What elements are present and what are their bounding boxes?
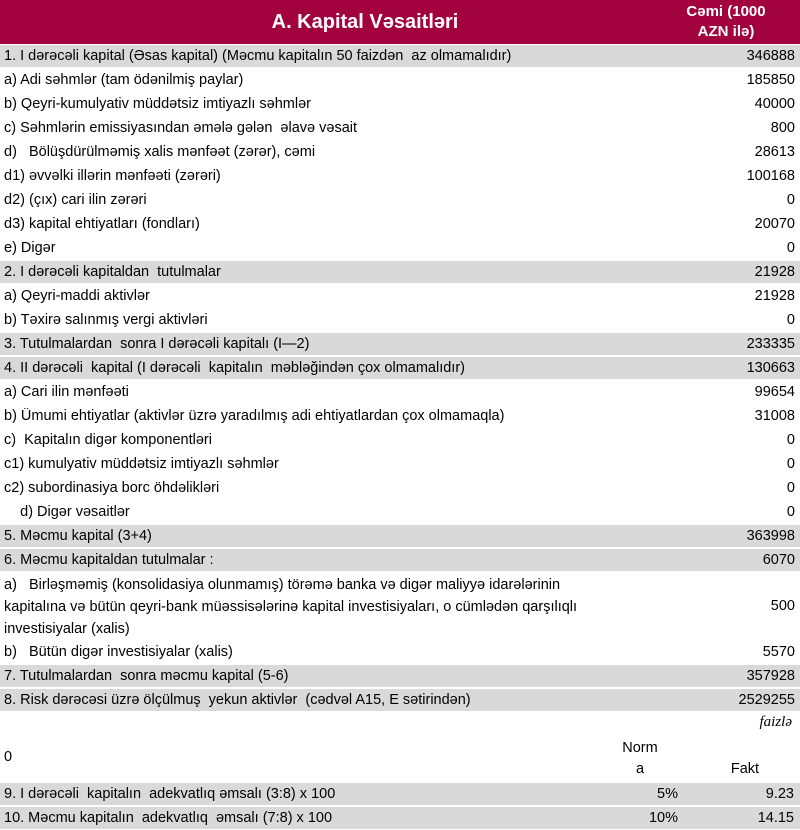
row-label: c1) kumulyativ müddətsiz imtiyazlı səhmlər	[4, 456, 279, 472]
amount-column-header-line1: Cəmi (1000	[686, 3, 766, 20]
norma-value: 10%	[648, 810, 678, 826]
table-row	[0, 476, 800, 500]
table-row	[0, 140, 800, 164]
row-label: 7. Tutulmalardan sonra məcmu kapital (5-6)	[4, 668, 289, 684]
percent-table-row	[0, 782, 800, 806]
table-row	[0, 664, 800, 688]
row-label: b) Bütün digər investisiyalar (xalis)	[4, 644, 233, 660]
table-row	[0, 688, 800, 712]
table-row	[0, 332, 800, 356]
row-label: a) Qeyri-maddi aktivlər	[4, 288, 150, 304]
row-label: b) Ümumi ehtiyatlar (aktivlər üzrə yaradılmış adi ehtiyatlardan çox olmamaqla)	[4, 408, 505, 424]
row-value: 0	[786, 240, 795, 256]
row-value: 0	[786, 456, 795, 472]
row-label: e) Digər	[4, 240, 56, 256]
fakt-value: 9.23	[765, 786, 794, 802]
row-value: 346888	[746, 48, 795, 64]
row-value: 0	[786, 432, 795, 448]
row-value: 233335	[746, 336, 795, 352]
row-value: 357928	[746, 668, 795, 684]
table-row	[0, 356, 800, 380]
row-value: 6070	[762, 552, 795, 568]
row-label: c2) subordinasiya borc öhdəlikləri	[4, 480, 220, 496]
norma-header-line1: Norm	[622, 740, 658, 756]
row-label: d) Digər vəsaitlər	[4, 504, 130, 520]
table-row	[0, 548, 800, 572]
row-label: d3) kapital ehtiyatları (fondları)	[4, 216, 200, 232]
table-row	[0, 380, 800, 404]
table-row	[0, 116, 800, 140]
amount-column-header-line2: AZN ilə)	[697, 23, 755, 40]
table-row	[0, 92, 800, 116]
norma-column-header	[590, 732, 690, 782]
fakt-value: 14.15	[757, 810, 794, 826]
row-label: 6. Məcmu kapitaldan tutulmalar :	[4, 552, 214, 568]
row-value: 800	[770, 120, 795, 136]
row-label: 5. Məcmu kapital (3+4)	[4, 528, 152, 544]
table-row	[0, 44, 800, 68]
row-value: 40000	[754, 96, 795, 112]
table-row	[0, 428, 800, 452]
row-value: 99654	[754, 384, 795, 400]
row-label: d) Bölüşdürülməmiş xalis mənfəət (zərər), cəmi	[4, 144, 316, 160]
table-row	[0, 404, 800, 428]
row-label: b) Təxirə salınmış vergi aktivləri	[4, 312, 208, 328]
row-value: 363998	[746, 528, 795, 544]
row-value: 2529255	[738, 692, 795, 708]
table-row	[0, 212, 800, 236]
table-row	[0, 68, 800, 92]
row-value: 21928	[754, 288, 795, 304]
table-body	[0, 44, 800, 712]
table-row	[0, 236, 800, 260]
row-label: a) Cari ilin mənfəəti	[4, 384, 129, 400]
table-row	[0, 188, 800, 212]
row-value: 500	[770, 598, 795, 614]
row-label: d2) (çıx) cari ilin zərəri	[4, 192, 147, 208]
amount-column-header	[660, 0, 800, 44]
percent-note: faizlə	[759, 714, 792, 730]
table-row	[0, 260, 800, 284]
row-label: 3. Tutulmalardan sonra I dərəcəli kapitalı (I—2)	[4, 336, 310, 352]
row-label: 8. Risk dərəcəsi üzrə ölçülmuş yekun aktivlər (cədvəl A15, E sətirindən)	[4, 692, 471, 708]
row-label: 10. Məcmu kapitalın adekvatlıq əmsalı (7:8) x 100	[4, 810, 333, 826]
percent-rows	[0, 782, 800, 830]
table-row	[0, 500, 800, 524]
table-row	[0, 164, 800, 188]
row-value: 20070	[754, 216, 795, 232]
fakt-column-header: Fakt	[730, 761, 760, 777]
row-label: 9. I dərəcəli kapitalın adekvatlıq əmsalı (3:8) x 100	[4, 786, 336, 802]
row-value: 31008	[754, 408, 795, 424]
row-value: 5570	[762, 644, 795, 660]
row-label: 1. I dərəcəli kapital (Əsas kapital) (Məcmu kapitalın 50 faizdən az olmamalıdır)	[4, 48, 512, 64]
page-title: A. Kapital Vəsaitləri	[271, 10, 459, 33]
row-label: 4. II dərəcəli kapital (I dərəcəli kapitalın məbləğindən çox olmamalıdır)	[4, 360, 465, 376]
norma-header-line2: a	[635, 761, 645, 777]
row-label: d1) əvvəlki illərin mənfəəti (zərəri)	[4, 168, 221, 184]
row-value: 0	[786, 312, 795, 328]
table-row	[0, 524, 800, 548]
row-value: 0	[786, 504, 795, 520]
row-label: b) Qeyri-kumulyativ müddətsiz imtiyazlı səhmlər	[4, 96, 311, 112]
table-row	[0, 572, 800, 640]
percent-table-row	[0, 806, 800, 830]
row-label: c) Kapitalın digər komponentləri	[4, 432, 212, 448]
table-row	[0, 452, 800, 476]
row-label: 2. I dərəcəli kapitaldan tutulmalar	[4, 264, 221, 280]
table-row	[0, 308, 800, 332]
norma-value: 5%	[657, 786, 678, 802]
row-value: 100168	[746, 168, 795, 184]
percent-header-row	[0, 732, 800, 782]
row-value: 185850	[746, 72, 795, 88]
row-value: 28613	[754, 144, 795, 160]
left-zero-cell: 0	[4, 749, 13, 765]
table-row	[0, 284, 800, 308]
row-value: 0	[786, 192, 795, 208]
row-value: 0	[786, 480, 795, 496]
table-header	[0, 0, 800, 44]
row-value: 21928	[754, 264, 795, 280]
table-row	[0, 640, 800, 664]
row-label: a) Adi səhmlər (tam ödənilmiş paylar)	[4, 72, 244, 88]
row-label: a) Birləşməmiş (konsolidasiya olunmamış) törəmə banka və digər maliyyə idarələrinin kapitalına və bütün qeyri-bank müəssisələrinə kapital investisiyaları, o cümlədən qarşılıqlı investisiyalar (xalis)	[4, 577, 582, 637]
row-value: 130663	[746, 360, 795, 376]
row-label: c) Səhmlərin emissiyasından əmələ gələn əlavə vəsait	[4, 120, 358, 136]
